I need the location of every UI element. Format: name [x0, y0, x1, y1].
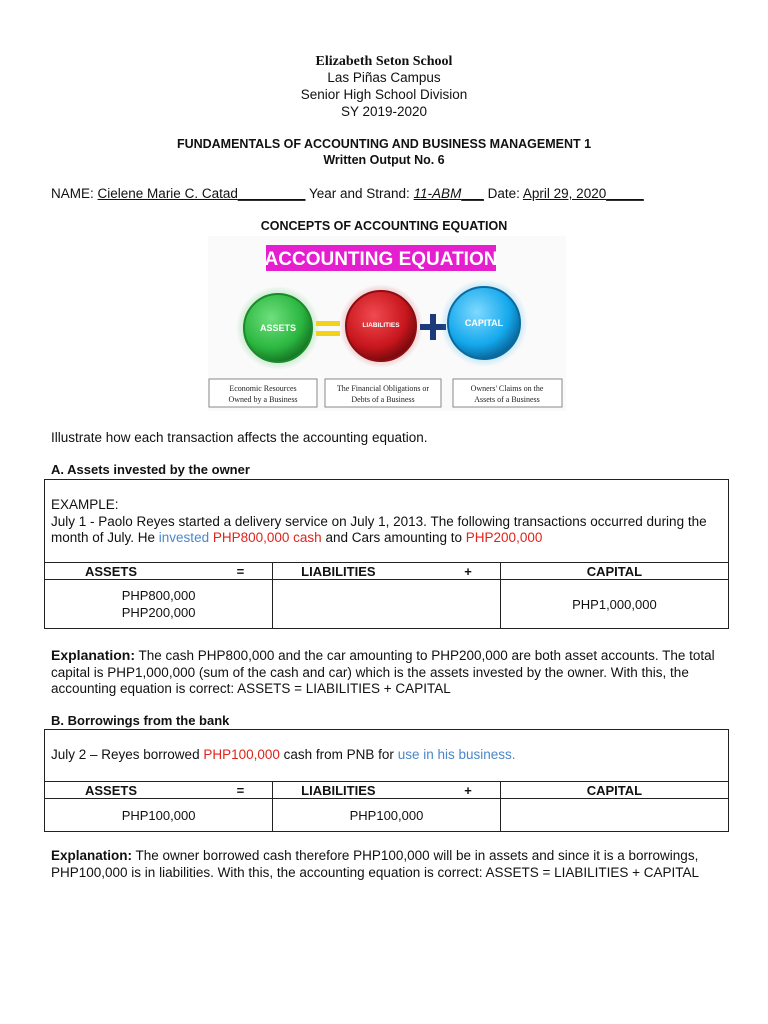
liabilities-desc-2: Debts of a Business — [351, 395, 415, 404]
example-line-1: July 1 - Paolo Reyes started a delivery service on July 1, 2013. The following transactions occurred during the — [51, 513, 707, 529]
name-label: NAME: — [51, 186, 94, 201]
school-year: SY 2019-2020 — [340, 104, 428, 119]
output-title: Written Output No. 6 — [323, 153, 445, 167]
student-info-line — [51, 186, 644, 201]
date-value: April 29, 2020 — [522, 186, 607, 201]
accounting-equation-diagram — [208, 236, 566, 411]
section-a-equation-table — [45, 562, 728, 629]
section-b-equation-table — [45, 781, 728, 832]
liabilities-value-cell — [273, 580, 501, 629]
equals-top — [316, 321, 340, 326]
purpose-highlight: use in his business. — [397, 747, 516, 762]
explanation-text: The owner borrowed cash therefore PHP100,000 will be in assets and since it is a borrowings, PHP100,000 is in liabilities. With this, the accounting equation is correct: ASSETS = LIABILITIES + CAPITAL — [51, 848, 700, 880]
capital-value-cell: PHP1,000,000 — [500, 580, 728, 629]
explanation-text: The cash PHP800,000 and the car amounting to PHP200,000 are both asset accounts. The total capital is PHP1,000,000 (sum of the cash and car) which is the assets invested by the owner. With this, the accounting equation is correct: ASSETS = LIABILITIES + CAPITAL — [51, 648, 715, 696]
year-value: 11-ABM — [413, 186, 462, 201]
section-a-example — [45, 480, 728, 562]
assets-desc-1: Economic Resources — [229, 384, 297, 393]
plus-vertical — [430, 314, 436, 340]
section-b-title: B. Borrowings from the bank — [51, 713, 230, 728]
section-a-explanation — [51, 647, 731, 698]
example-line-2: month of July. He invested PHP800,000 cash and Cars amounting to PHP200,000 — [51, 530, 543, 545]
assets-desc-2: Owned by a Business — [228, 395, 298, 404]
liabilities-desc-1: The Financial Obligations or — [336, 384, 430, 393]
assets-value-cell: PHP100,000 — [45, 799, 273, 832]
header-liabilities-cell: LIABILITIES + — [273, 563, 501, 580]
assets-value-cell: PHP800,000 PHP200,000 — [45, 580, 273, 629]
cash-highlight: PHP800,000 cash — [212, 530, 322, 545]
amount-highlight: PHP100,000 — [203, 747, 280, 762]
year-label: Year and Strand: — [308, 186, 410, 201]
section-b-box — [44, 729, 729, 832]
capital-desc-2: Assets of a Business — [474, 395, 540, 404]
explanation-label: Explanation: — [51, 848, 133, 863]
example-label: EXAMPLE: — [51, 497, 119, 512]
subject-title: FUNDAMENTALS OF ACCOUNTING AND BUSINESS MANAGEMENT 1 — [176, 137, 592, 151]
year-blank: ___ — [461, 186, 484, 201]
header-capital-cell: CAPITAL — [500, 563, 728, 580]
cars-highlight: PHP200,000 — [465, 530, 543, 545]
banner-text: ACCOUNTING EQUATION — [264, 249, 498, 270]
date-blank: _____ — [606, 186, 644, 201]
section-a-box — [44, 479, 729, 629]
name-value: Cielene Marie C. Catad — [97, 186, 238, 201]
concepts-title: CONCEPTS OF ACCOUNTING EQUATION — [260, 219, 508, 233]
campus-name: Las Piñas Campus — [327, 70, 441, 85]
equals-bottom — [316, 331, 340, 336]
liabilities-value-cell: PHP100,000 — [273, 799, 501, 832]
header-liabilities-cell: LIABILITIES + — [273, 782, 501, 799]
section-a-title: A. Assets invested by the owner — [51, 462, 250, 477]
explanation-label: Explanation: — [51, 647, 136, 663]
instruction-text: Illustrate how each transaction affects the accounting equation. — [51, 430, 428, 445]
header-assets-cell: ASSETS = — [45, 563, 273, 580]
capital-value-cell — [500, 799, 728, 832]
section-b-explanation — [51, 848, 731, 881]
header-capital-cell: CAPITAL — [500, 782, 728, 799]
name-blank: _________ — [237, 186, 306, 201]
header-assets-cell: ASSETS = — [45, 782, 273, 799]
school-name: Elizabeth Seton School — [315, 54, 453, 69]
capital-desc-1: Owners' Claims on the — [470, 384, 544, 393]
capital-circle-label: CAPITAL — [464, 318, 504, 328]
assets-circle-label: ASSETS — [259, 323, 297, 333]
liabilities-circle-label: LIABILITIES — [362, 322, 400, 329]
section-b-text: July 2 – Reyes borrowed PHP100,000 cash from PNB for use in his business. — [51, 747, 516, 762]
invested-highlight: invested — [158, 530, 210, 545]
date-label: Date: — [487, 186, 520, 201]
division-name: Senior High School Division — [300, 87, 468, 102]
